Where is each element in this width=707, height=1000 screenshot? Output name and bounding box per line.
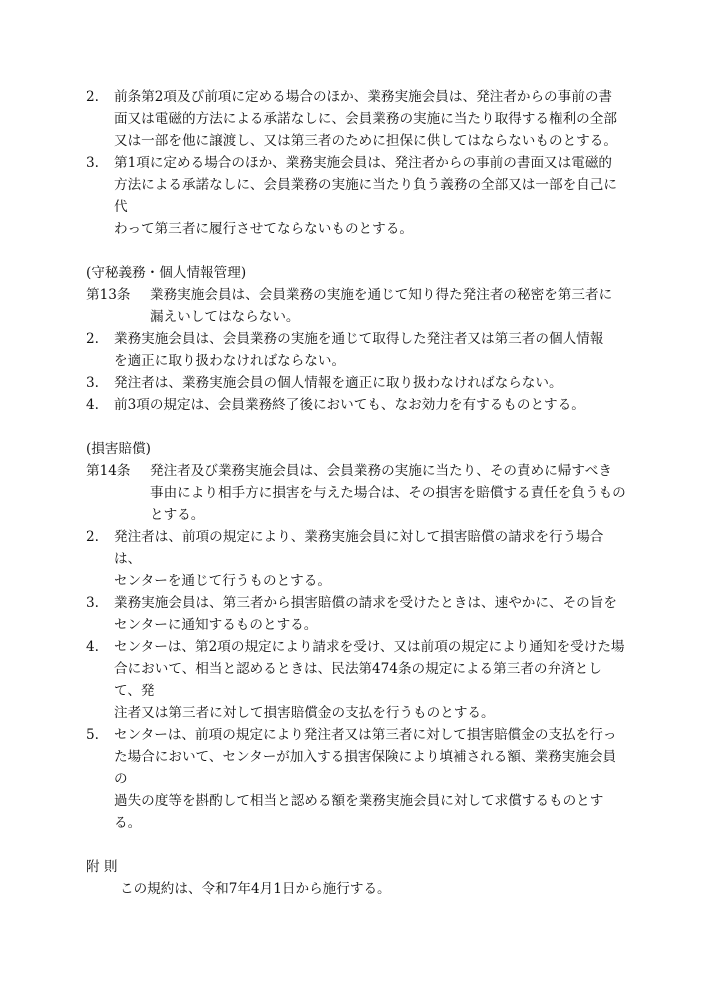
clause-number: 4. bbox=[86, 639, 99, 655]
article-text: 業務実施会員は、会員業務の実施を通じて知り得た発注者の秘密を第三者に 漏えいしてはならない。 bbox=[150, 287, 613, 325]
spacer bbox=[86, 416, 626, 438]
clause-number: 5. bbox=[86, 727, 99, 743]
supplementary-body: この規約は、令和7年4月1日から施行する。 bbox=[120, 881, 391, 897]
clause-text: 前条第2項及び前項に定める場合のほか、業務実施会員は、発注者からの事前の書 面又は電磁的方法による承諾なしに、会員業務の実施に当たり取得する権利の全部 又は一部を他に譲渡し、又は第三者のために担保に供してはならないものとする。 bbox=[114, 89, 617, 149]
spacer bbox=[86, 240, 626, 262]
clause-text: 業務実施会員は、会員業務の実施を通じて取得した発注者又は第三者の個人情報 を適正に取り扱わなければならない。 bbox=[114, 331, 604, 369]
clause-item bbox=[86, 394, 626, 416]
clause-item bbox=[86, 328, 626, 372]
clause-text: 業務実施会員は、第三者から損害賠償の請求を受けたときは、速やかに、その旨を センターに通知するものとする。 bbox=[114, 595, 617, 633]
clause-text: センターは、第2項の規定により請求を受け、又は前項の規定により通知を受けた場 合において、相当と認めるときは、民法第474条の規定による第三者の弁済として、発 注者又は第三者に対して損害賠償金の支払を行うものとする。 bbox=[114, 639, 625, 721]
clause-item bbox=[86, 152, 626, 240]
section-heading-14: (損害賠償) bbox=[86, 441, 151, 457]
clause-item bbox=[86, 724, 626, 834]
clause-item bbox=[86, 372, 626, 394]
article-14 bbox=[86, 460, 626, 526]
clause-text: 発注者は、前項の規定により、業務実施会員に対して損害賠償の請求を行う場合は、 センターを通じて行うものとする。 bbox=[114, 529, 604, 589]
article-number: 第13条 bbox=[86, 287, 131, 303]
clause-number: 3. bbox=[86, 595, 99, 611]
clause-item bbox=[86, 636, 626, 724]
clause-text: 発注者は、業務実施会員の個人情報を適正に取り扱わなければならない。 bbox=[114, 375, 563, 391]
spacer bbox=[86, 834, 626, 856]
clause-text: 第1項に定める場合のほか、業務実施会員は、発注者からの事前の書面又は電磁的 方法による承諾なしに、会員業務の実施に当たり負う義務の全部又は一部を自己に代 わって第三者に履行させてならないものとする。 bbox=[114, 155, 617, 237]
clause-number: 3. bbox=[86, 155, 99, 171]
clause-item bbox=[86, 86, 626, 152]
clause-number: 3. bbox=[86, 375, 99, 391]
clause-number: 2. bbox=[86, 331, 99, 347]
clause-item bbox=[86, 592, 626, 636]
article-number: 第14条 bbox=[86, 463, 131, 479]
clause-text: 前3項の規定は、会員業務終了後においても、なお効力を有するものとする。 bbox=[114, 397, 585, 413]
clause-number: 2. bbox=[86, 529, 99, 545]
clause-item bbox=[86, 526, 626, 592]
supplementary-title: 附 則 bbox=[86, 859, 118, 875]
document-page bbox=[86, 86, 626, 900]
clause-number: 4. bbox=[86, 397, 99, 413]
article-13 bbox=[86, 284, 626, 328]
section-heading-13: (守秘義務・個人情報管理) bbox=[86, 265, 247, 281]
article-text: 発注者及び業務実施会員は、会員業務の実施に当たり、その責めに帰すべき 事由により相手方に損害を与えた場合は、その損害を賠償する責任を負うものとする。 bbox=[150, 463, 626, 523]
clause-number: 2. bbox=[86, 89, 99, 105]
clause-text: センターは、前項の規定により発注者又は第三者に対して損害賠償金の支払を行っ た場合において、センターが加入する損害保険により填補される額、業務実施会員の 過失の度等を斟酌して相当と認める額を業務実施会員に対して求償するものとする。 bbox=[114, 727, 617, 831]
